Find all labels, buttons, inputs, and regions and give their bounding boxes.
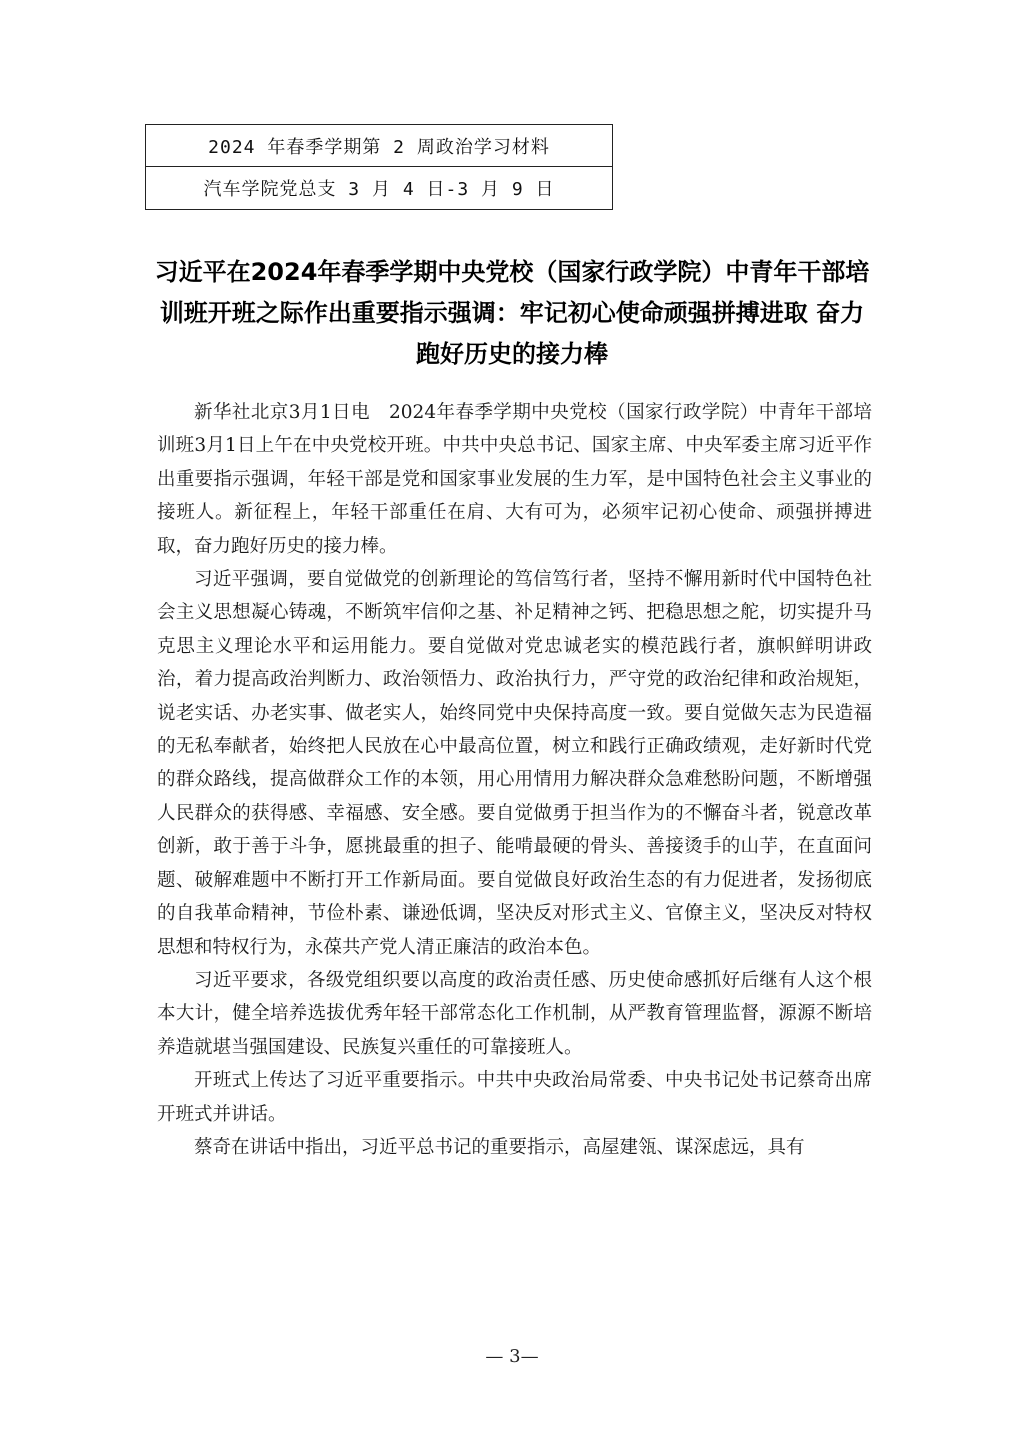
paragraph: 新华社北京3月1日电 2024年春季学期中央党校（国家行政学院）中青年干部培训班3月1日上午在中央党校开班。中共中央总书记、国家主席、中央军委主席习近平作出重要指示强调，年轻干部是党和国家事业发展的生力军，是中国特色社会主义事业的接班人。新征程上，年轻干部重任在肩、大有可为，必须牢记初心使命、顽强拼搏进取，奋力跑好历史的接力棒。 <box>157 402 872 557</box>
header-subtitle: 汽车学院党总支 3 月 4 日-3 月 9 日 <box>203 179 555 200</box>
paragraph: 习近平强调，要自觉做党的创新理论的笃信笃行者，坚持不懈用新时代中国特色社会主义思想凝心铸魂，不断筑牢信仰之基、补足精神之钙、把稳思想之舵，切实提升马克思主义理论水平和运用能力。要自觉做对党忠诚老实的模范践行者，旗帜鲜明讲政治，着力提高政治判断力、政治领悟力、政治执行力，严守党的政治纪律和政治规矩，说老实话、办老实事、做老实人，始终同党中央保持高度一致。要自觉做矢志为民造福的无私奉献者，始终把人民放在心中最高位置，树立和践行正确政绩观，走好新时代党的群众路线，提高做群众工作的本领，用心用情用力解决群众急难愁盼问题，不断增强人民群众的获得感、幸福感、安全感。要自觉做勇于担当作为的不懈奋斗者，锐意改革创新，敢于善于斗争，愿挑最重的担子、能啃最硬的骨头、善接烫手的山芋，在直面问题、破解难题中不断打开工作新局面。要自觉做良好政治生态的有力促进者，发扬彻底的自我革命精神，节俭朴素、谦逊低调，坚决反对形式主义、官僚主义，坚决反对特权思想和特权行为，永葆共产党人清正廉洁的政治本色。 <box>157 569 872 958</box>
article-body <box>157 396 872 1164</box>
page-number: — 3— <box>485 1346 539 1367</box>
header-title: 2024 年春季学期第 2 周政治学习材料 <box>146 125 612 167</box>
paragraph: 习近平要求，各级党组织要以高度的政治责任感、历史使命感抓好后继有人这个根本大计，健全培养选拔优秀年轻干部常态化工作机制，从严教育管理监督，源源不断培养造就堪当强国建设、民族复兴重任的可靠接班人。 <box>157 969 872 1058</box>
study-material-header-box <box>145 124 613 210</box>
article-title: 习近平在2024年春季学期中央党校（国家行政学院）中青年干部培训班开班之际作出重要指示强调：牢记初心使命顽强拼搏进取 奋力跑好历史的接力棒 <box>154 258 870 368</box>
paragraph: 蔡奇在讲话中指出，习近平总书记的重要指示，高屋建瓴、谋深虑远，具有 <box>194 1136 805 1158</box>
paragraph: 开班式上传达了习近平重要指示。中共中央政治局常委、中央书记处书记蔡奇出席开班式并讲话。 <box>157 1070 872 1125</box>
